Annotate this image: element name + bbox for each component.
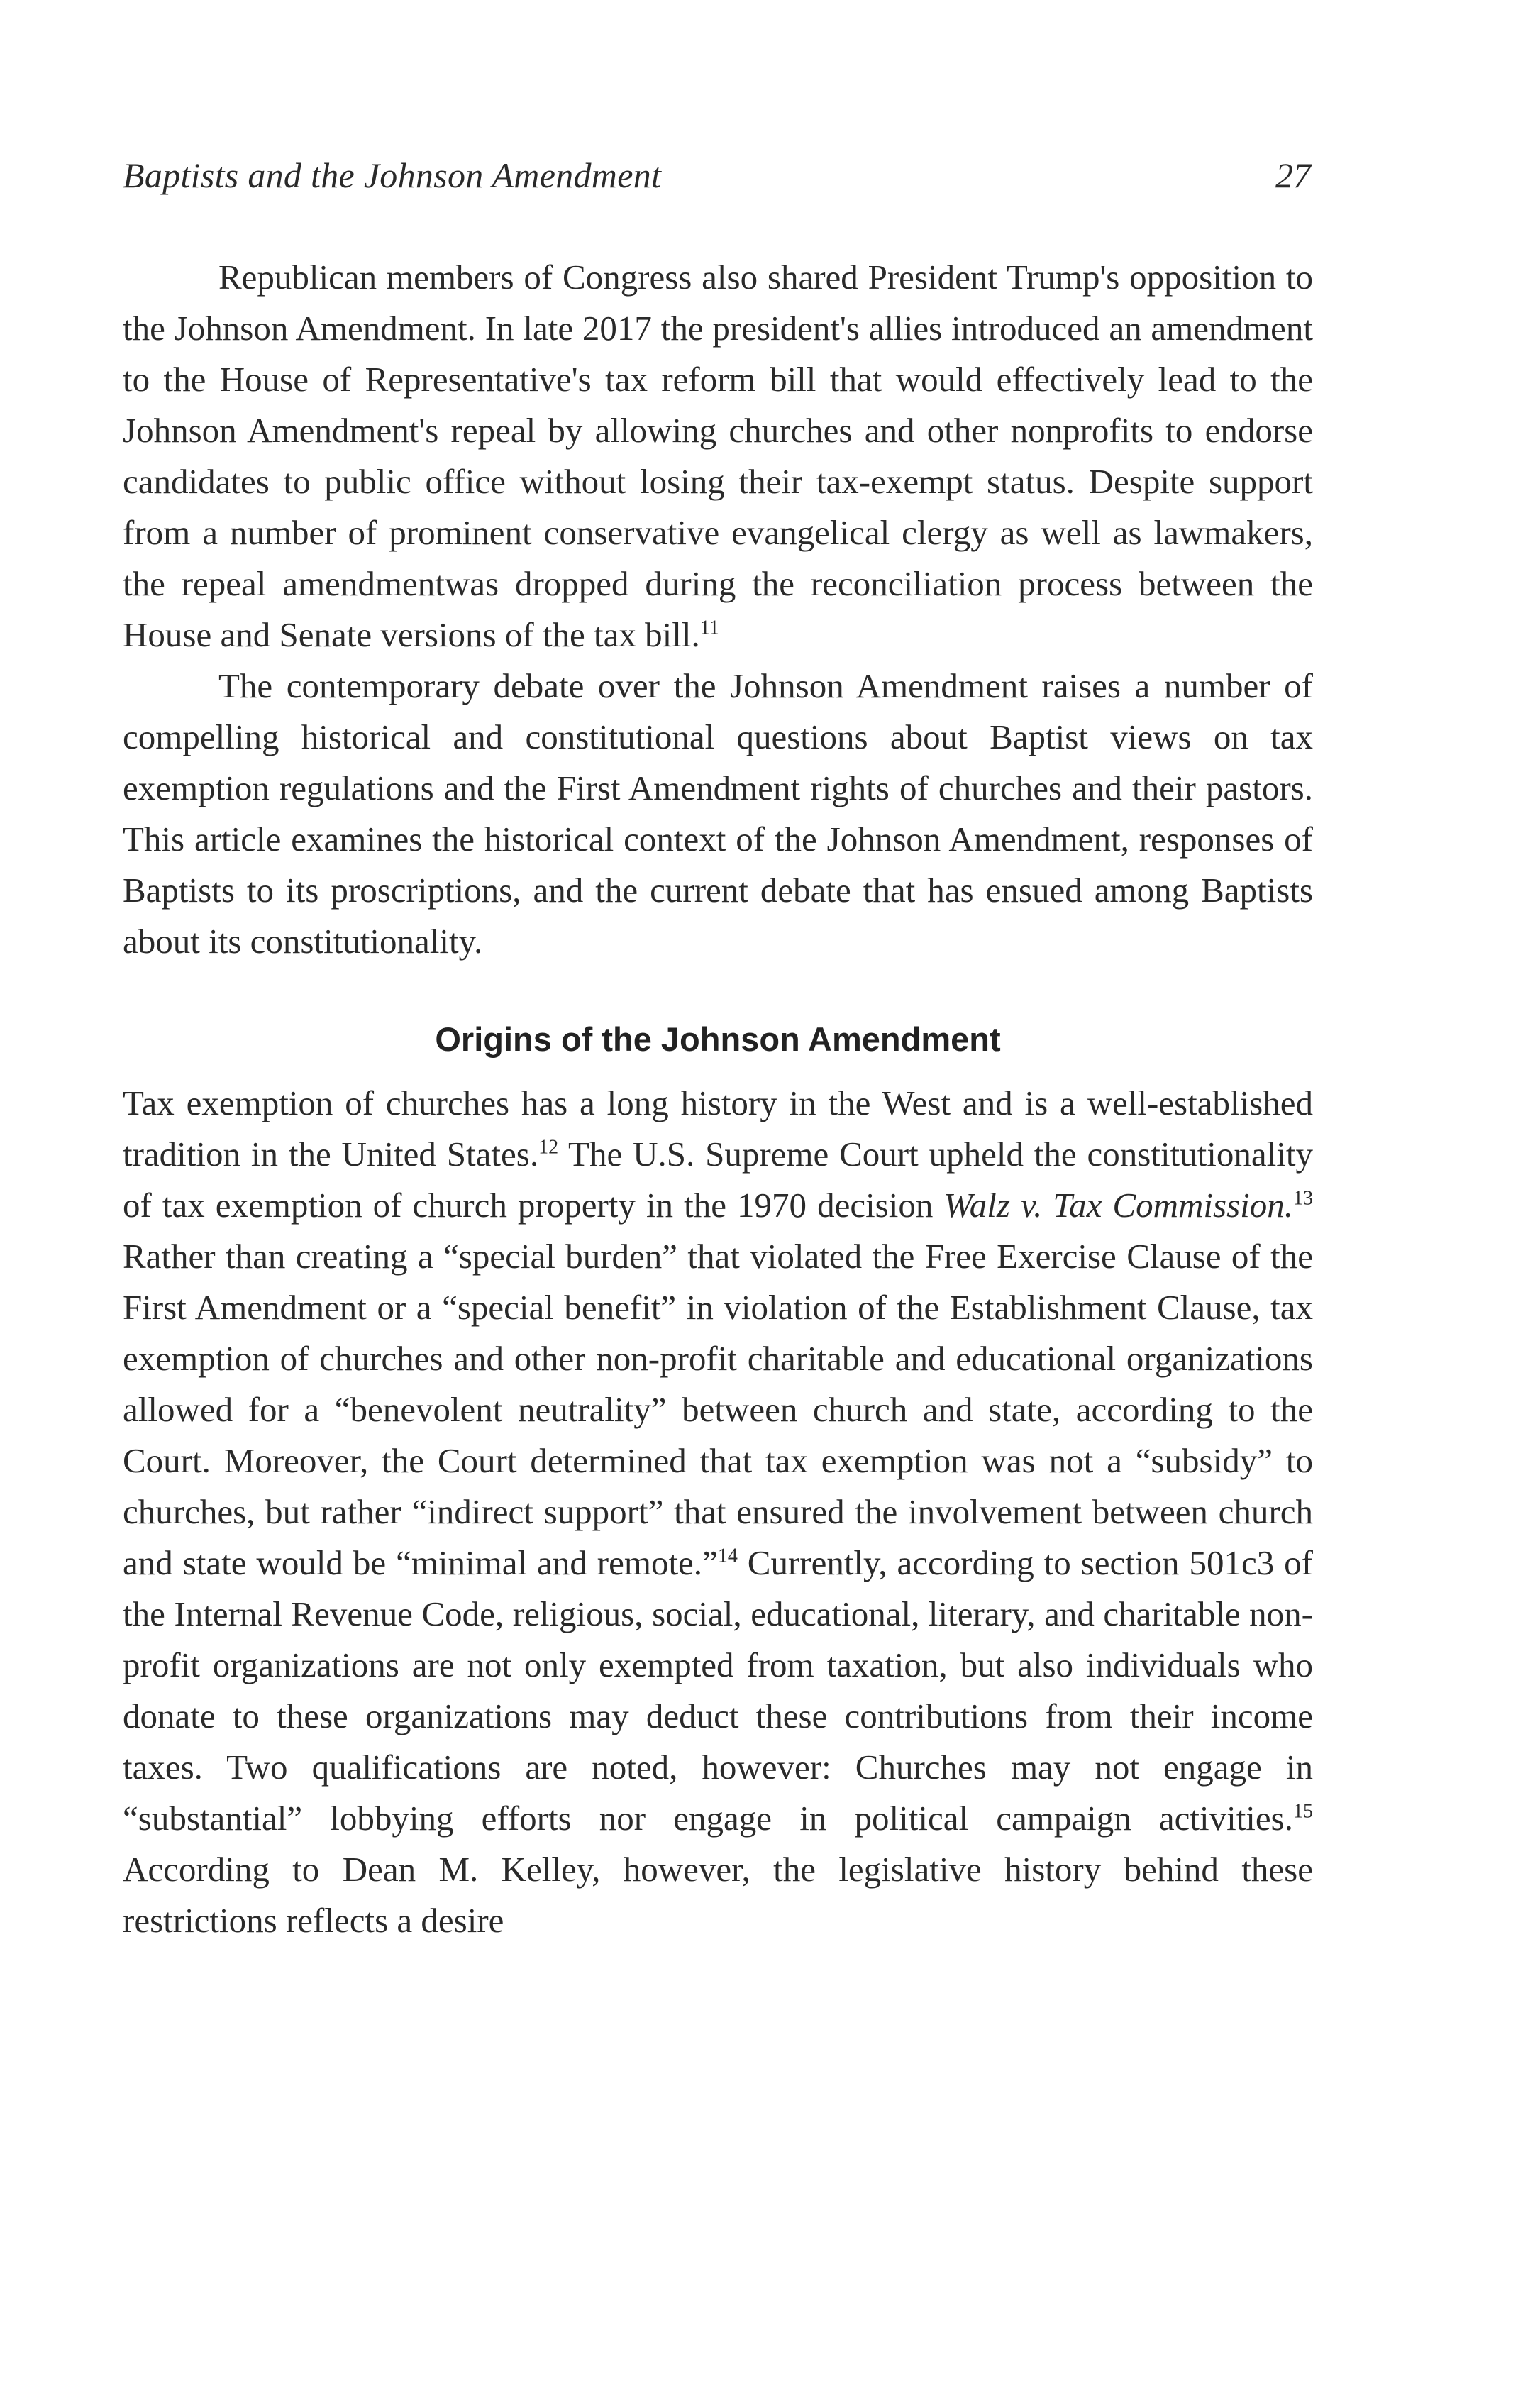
footnote-ref-11[interactable]: 11 [699, 617, 719, 639]
footnote-ref-15[interactable]: 15 [1293, 1800, 1313, 1823]
footnote-ref-14[interactable]: 14 [717, 1545, 738, 1567]
paragraph-3 [123, 1078, 1313, 1946]
paragraph-3-text-c: Rather than creating a “special burden” that violated the Free Exercise Clause of the First Amendment or a “special benefit” in violation of the Establishment Clause, tax exemption of churches and other non-profit charitable and educational organizations allowed for a “benevolent neutrality” between church and state, according to the Court. Moreover, the Court determined that tax exemption was not a “subsidy” to churches, but rather “indirect support” that ensured the involvement between church and state would be “minimal and remote.” [123, 1237, 1313, 1582]
body-text [123, 252, 1313, 1946]
paragraph-3-text-e: According to Dean M. Kelley, however, the legislative history behind these restrictions reflects a desire [123, 1850, 1313, 1940]
paragraph-3-text-b: The U.S. Supreme Court upheld the constitutionality of tax exemption of church property in the 1970 decision [123, 1135, 1313, 1225]
running-head-title: Baptists and the Johnson Amendment [123, 155, 662, 195]
paragraph-2 [123, 661, 1313, 967]
paragraph-2-text: The contemporary debate over the Johnson Amendment raises a number of compelling historical and constitutional questions about Baptist views on tax exemption regulations and the First Amendment rights of churches and their pastors. This article examines the historical context of the Johnson Amendment, responses of Baptists to its proscriptions, and the current debate that has ensued among Baptists about its constitutionality. [123, 666, 1313, 961]
paragraph-3-text-a: Tax exemption of churches has a long history in the West and is a well-established tradition in the United States. [123, 1083, 1313, 1174]
paragraph-1-text: Republican members of Congress also shared President Trump's opposition to the Johnson Amendment. In late 2017 the president's allies introduced an amendment to the House of Representative's tax reform bill that would effectively lead to the Johnson Amendment's repeal by allowing churches and other nonprofits to endorse candidates to public office without losing their tax-exempt status. Despite support from a number of prominent conservative evangelical clergy as well as lawmakers, the repeal amendmentwas dropped during the reconciliation process between the House and Senate versions of the tax bill. [123, 258, 1313, 654]
footnote-ref-13[interactable]: 13 [1293, 1187, 1314, 1210]
section-heading: Origins of the Johnson Amendment [435, 1020, 1001, 1058]
running-head [123, 150, 1311, 200]
case-name: Walz v. Tax Commission. [943, 1186, 1294, 1225]
footnote-ref-12[interactable]: 12 [538, 1136, 559, 1159]
paragraph-1 [123, 252, 1313, 661]
page-number: 27 [1275, 155, 1311, 195]
paragraph-3-text-d: Currently, according to section 501c3 of the Internal Revenue Code, religious, social, educational, literary, and charitable non-profit organizations are not only exempted from taxation, but also individuals who donate to these organizations may deduct these contributions from their income taxes. Two qualifications are noted, however: Churches may not engage in “substantial” lobbying efforts nor engage in political campaign activities. [123, 1543, 1313, 1838]
